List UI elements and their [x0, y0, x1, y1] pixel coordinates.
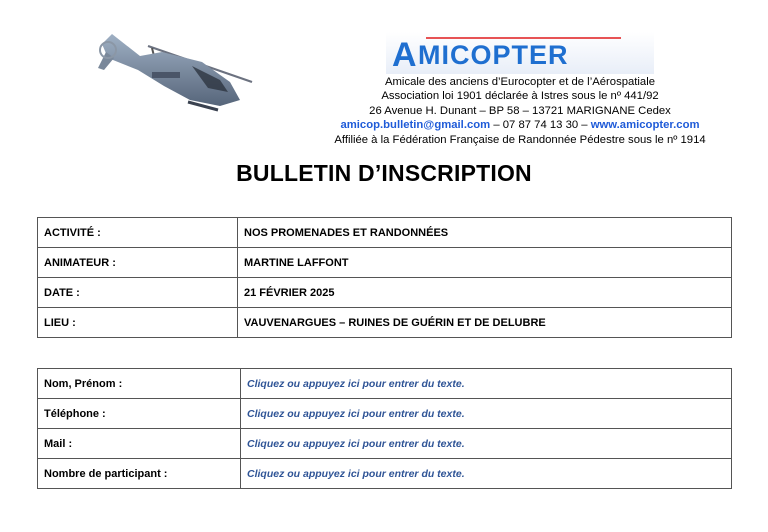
table-row: [38, 278, 732, 308]
table-row: [38, 369, 732, 399]
association-contact: [300, 118, 740, 132]
registration-form-table: [37, 368, 732, 489]
participants-field[interactable]: Cliquez ou appuyez ici pour entrer du texte.: [241, 459, 732, 489]
mail-field[interactable]: Cliquez ou appuyez ici pour entrer du texte.: [241, 429, 732, 459]
name-field[interactable]: Cliquez ou appuyez ici pour entrer du texte.: [241, 369, 732, 399]
association-line-1: Amicale des anciens d’Eurocopter et de l’Aérospatiale: [384, 76, 656, 88]
website-link[interactable]: www.amicopter.com: [590, 119, 700, 132]
page-title: BULLETIN D’INSCRIPTION: [236, 160, 532, 186]
activity-value: NOS PROMENADES ET RANDONNÉES: [238, 218, 732, 248]
association-line-2: Association loi 1901 déclarée à Istres sous le nº 441/92: [381, 90, 659, 103]
date-value: 21 FÉVRIER 2025: [238, 278, 732, 308]
phone-number: – 07 87 74 13 30 –: [490, 119, 591, 132]
activity-label: ACTIVITÉ :: [38, 218, 238, 248]
table-row: [38, 248, 732, 278]
phone-field[interactable]: Cliquez ou appuyez ici pour entrer du texte.: [241, 399, 732, 429]
email-link[interactable]: amicop.bulletin@gmail.com: [340, 119, 491, 132]
table-row: [38, 399, 732, 429]
mail-label: Mail :: [38, 429, 241, 459]
date-label: DATE :: [38, 278, 238, 308]
amicopter-logo: [386, 32, 654, 74]
participants-label: Nombre de participant :: [38, 459, 241, 489]
table-row: [38, 308, 732, 338]
svg-text:A: A: [392, 36, 417, 74]
phone-label: Téléphone :: [38, 399, 241, 429]
association-address: 26 Avenue H. Dunant – BP 58 – 13721 MARIGNANE Cedex: [369, 104, 671, 117]
table-row: [38, 218, 732, 248]
activity-info-table: [37, 217, 732, 338]
location-value: VAUVENARGUES – RUINES DE GUÉRIN ET DE DELUBRE: [238, 308, 732, 338]
association-info: [300, 75, 740, 147]
table-row: [38, 459, 732, 489]
animator-value: MARTINE LAFFONT: [238, 248, 732, 278]
svg-text:MICOPTER: MICOPTER: [418, 40, 569, 70]
table-row: [38, 429, 732, 459]
name-label: Nom, Prénom :: [38, 369, 241, 399]
helicopter-image: [92, 22, 257, 114]
location-label: LIEU :: [38, 308, 238, 338]
association-affiliation: Affiliée à la Fédération Française de Randonnée Pédestre sous le nº 1914: [334, 133, 706, 146]
animator-label: ANIMATEUR :: [38, 248, 238, 278]
